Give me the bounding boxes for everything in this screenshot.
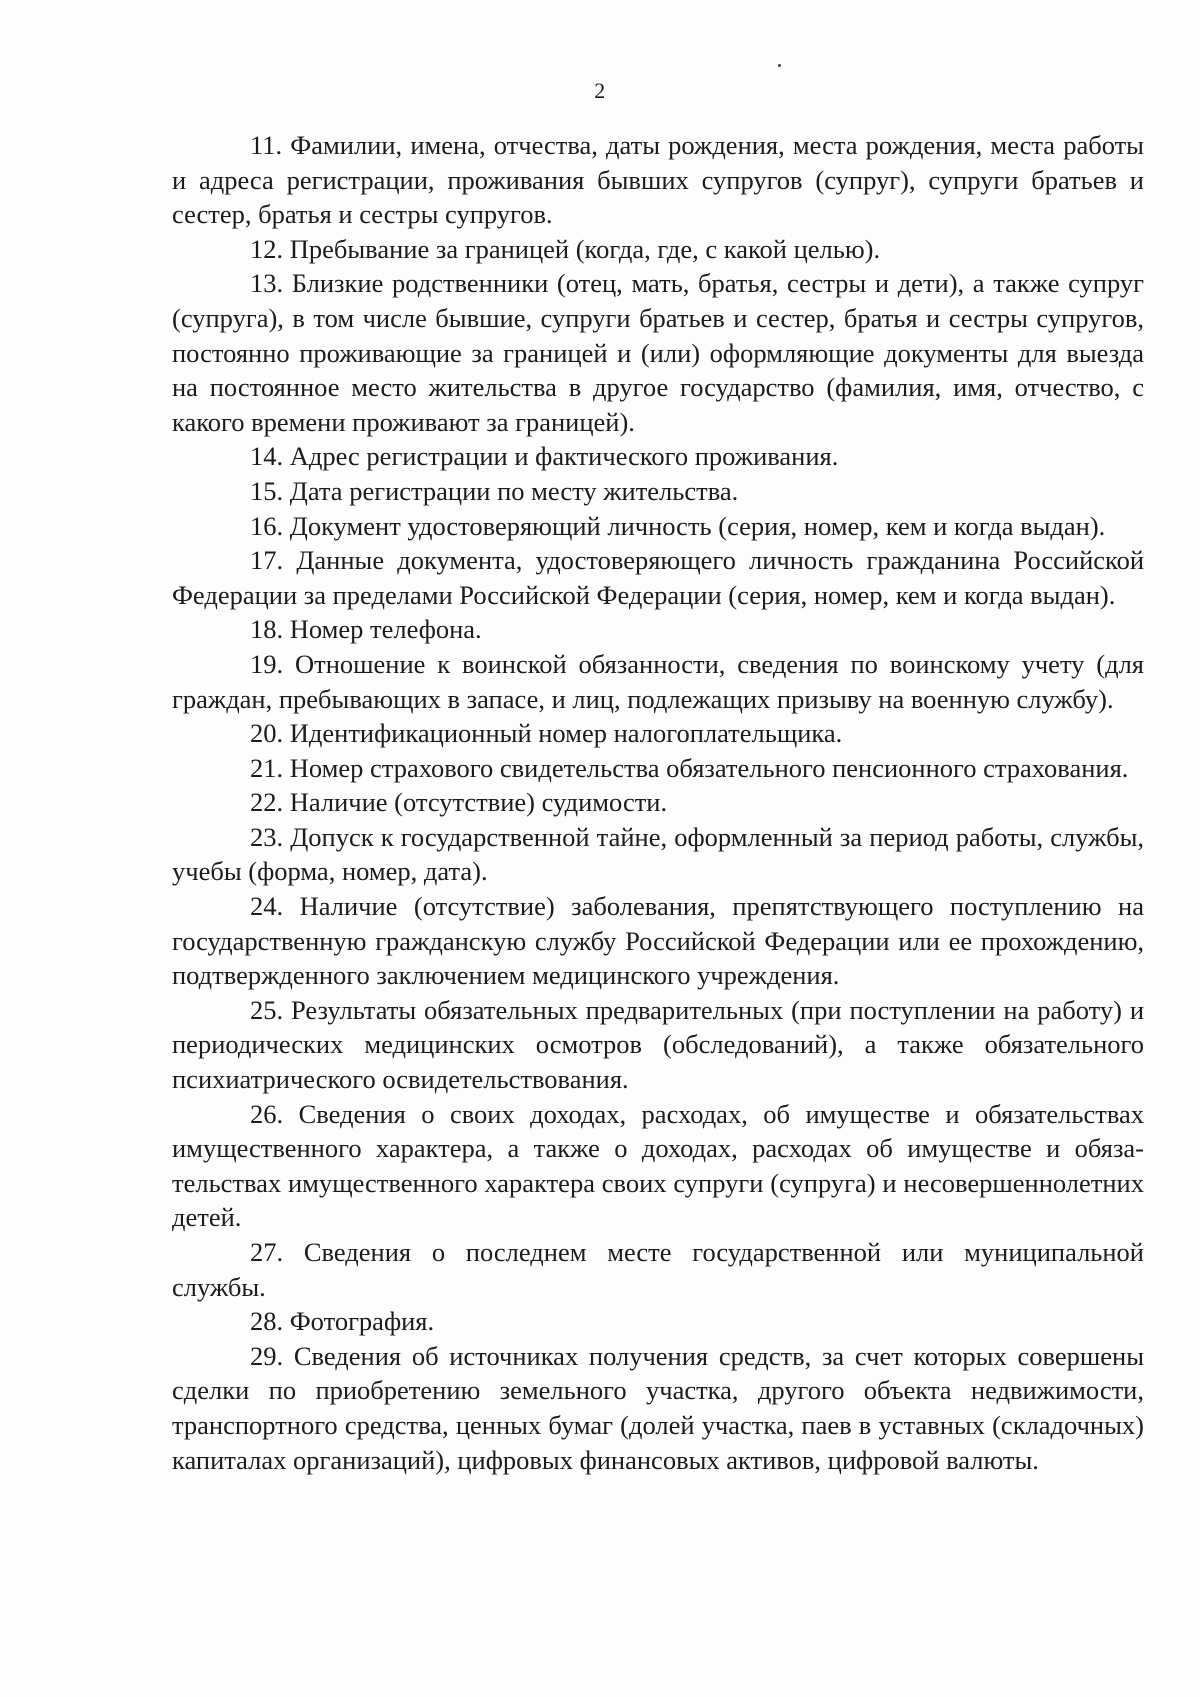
list-item-19: 19. Отношение к воинской обязанности, сведения по воинскому учету (для граждан, пребывающих в запасе, и лиц, подлежащих призыву на военную службу). bbox=[172, 648, 1144, 714]
scan-speck bbox=[778, 64, 781, 67]
list-item-16: 16. Документ удостоверяющий личность (серия, номер, кем и когда выдан). bbox=[250, 510, 1106, 541]
list-item-20: 20. Идентификационный номер налогоплательщика. bbox=[250, 718, 843, 749]
list-item-26: 26. Сведения о своих доходах, расходах, об имуществе и обязательствах имущественного характера, а также о доходах, расходах об имуществе и обязательствах имущественного характера своих супруги (супруга) и несовершеннолетних детей. bbox=[172, 1098, 1144, 1233]
list-item-14: 14. Адрес регистрации и фактического проживания. bbox=[250, 441, 839, 472]
document-body bbox=[172, 128, 1144, 1477]
list-item-18: 18. Номер телефона. bbox=[250, 614, 482, 645]
list-item-25: 25. Результаты обязательных предварительных (при поступлении на работу) и периодических медицинских осмотров (обследований), а также обязательного психиатрического освидетельствования. bbox=[172, 994, 1144, 1095]
list-item-23: 23. Допуск к государственной тайне, оформленный за период работы, службы, учебы (форма, номер, дата). bbox=[172, 821, 1144, 887]
list-item-15: 15. Дата регистрации по месту жительства. bbox=[250, 475, 739, 506]
list-item-12: 12. Пребывание за границей (когда, где, с какой целью). bbox=[250, 233, 881, 264]
list-item-17: 17. Данные документа, удостоверяющего личность гражданина Российской Федерации за пределами Российской Федерации (серия, номер, кем и когда выдан). bbox=[172, 545, 1144, 610]
list-item-22: 22. Наличие (отсутствие) судимости. bbox=[250, 787, 668, 818]
list-item-13: 13. Близкие родственники (отец, мать, братья, сестры и дети), а также супруг (супруга), в том числе бывшие, супруги братьев и сестер, братья и сестры супругов, постоянно проживающие за границей и (или) оформляющие документы для выезда на постоянное место жительства в другое государство (фамилия, имя, отчество, с какого времени проживают за границей). bbox=[172, 268, 1144, 437]
list-item-21: 21. Номер страхового свидетельства обязательного пенсионного страхования. bbox=[250, 752, 1129, 783]
list-item-11: 11. Фамилии, имена, отчества, даты рождения, места рождения, места работы и адреса регистрации, проживания бывших супругов (супруг), супруги братьев и сестер, братья и сестры супругов. bbox=[172, 130, 1144, 230]
page-number: 2 bbox=[594, 78, 606, 103]
list-item-24: 24. Наличие (отсутствие) заболевания, препятствующего поступлению на государственную гражданскую службу Российской Федерации или ее прохождению, подтвержденного заключением медицинского учреждения. bbox=[172, 891, 1144, 991]
list-item-28: 28. Фотография. bbox=[250, 1306, 435, 1337]
list-item-27: 27. Сведения о последнем месте государственной или муниципальной службы. bbox=[172, 1237, 1144, 1302]
list-item-29: 29. Сведения об источниках получения средств, за счет которых совершены сделки по приобретению земельного участка, другого объекта недвижимости, транспортного средства, ценных бумаг (долей участка, паев в уставных (складочных) капиталах организаций), цифровых финансовых активов, цифровой валюты. bbox=[172, 1340, 1144, 1475]
